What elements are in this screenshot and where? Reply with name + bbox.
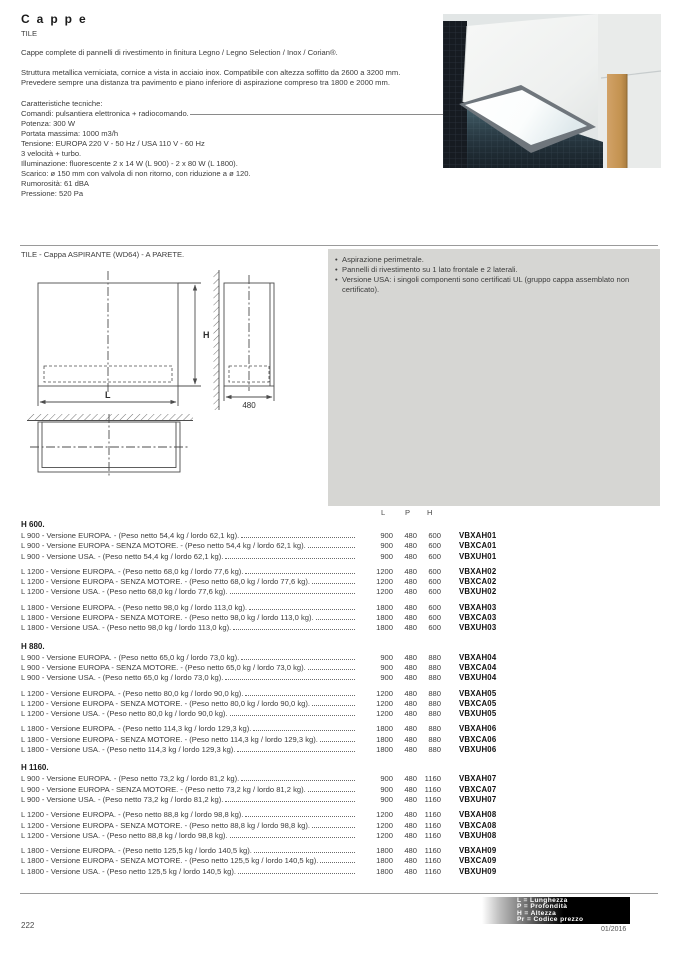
- dimension-drawing: [20, 265, 310, 495]
- row-height: 880: [428, 688, 441, 698]
- table-group-title: H 880.: [21, 641, 45, 651]
- row-depth: 480: [404, 587, 417, 597]
- table-groups: [21, 520, 541, 877]
- dotted-leader: [308, 669, 355, 670]
- row-code: VBXUH09: [459, 866, 497, 876]
- table-row: [21, 663, 541, 673]
- dotted-leader: [238, 873, 355, 874]
- row-length: 1200: [376, 709, 393, 719]
- row-description: L 900 - Versione EUROPA - SENZA MOTORE. - (Peso netto 65,0 kg / lordo 73,0 kg).: [21, 662, 306, 672]
- table-block: [21, 724, 541, 755]
- row-description: L 1200 - Versione EUROPA. - (Peso netto 80,0 kg / lordo 90,0 kg).: [21, 688, 244, 698]
- row-height: 1160: [424, 810, 441, 820]
- row-height: 1160: [424, 820, 441, 830]
- dotted-leader: [312, 705, 355, 706]
- info-note: [335, 275, 652, 295]
- row-height: 1160: [424, 846, 441, 856]
- row-height: 1160: [424, 784, 441, 794]
- row-height: 880: [428, 673, 441, 683]
- row-depth: 480: [404, 709, 417, 719]
- row-length: 1800: [376, 856, 393, 866]
- dotted-leader: [316, 619, 355, 620]
- table-block: [21, 774, 541, 805]
- row-code: VBXCA06: [459, 734, 497, 744]
- row-length: 1800: [376, 866, 393, 876]
- row-depth: 480: [404, 623, 417, 633]
- row-height: 600: [428, 577, 441, 587]
- row-code: VBXCA05: [459, 698, 497, 708]
- info-note: [335, 265, 652, 275]
- tech-item: [21, 139, 443, 149]
- row-code: VBXAH01: [459, 531, 497, 540]
- table-row: [21, 867, 541, 877]
- table-group-title: H 1160.: [21, 763, 49, 773]
- table-row: [21, 653, 541, 663]
- row-height: 600: [428, 531, 441, 540]
- dotted-leader: [225, 558, 355, 559]
- row-code: VBXUH01: [459, 551, 497, 561]
- tech-item: [21, 129, 443, 139]
- row-description: L 1200 - Versione EUROPA - SENZA MOTORE. - (Peso netto 68,0 kg / lordo 77,6 kg).: [21, 577, 310, 587]
- table-block: [21, 603, 541, 634]
- bullet-icon: •: [335, 255, 338, 264]
- table-group: [21, 763, 541, 877]
- technical-drawing: [20, 265, 310, 500]
- row-height: 600: [428, 587, 441, 597]
- row-length: 1800: [376, 613, 393, 623]
- row-length: 1200: [376, 698, 393, 708]
- tech-item: [21, 179, 443, 189]
- row-description: L 900 - Versione EUROPA. - (Peso netto 65,0 kg / lordo 73,0 kg).: [21, 652, 240, 662]
- table-block: [21, 810, 541, 841]
- row-code: VBXAH09: [459, 846, 497, 856]
- row-description: L 900 - Versione USA. - (Peso netto 73,2 kg / lordo 81,2 kg).: [21, 794, 224, 804]
- footer-divider: [20, 893, 658, 894]
- page-title: Cappe: [21, 12, 93, 26]
- row-code: VBXCA07: [459, 784, 497, 794]
- dotted-leader: [249, 609, 355, 610]
- dotted-leader: [230, 715, 355, 716]
- row-depth: 480: [404, 734, 417, 744]
- table-row: [21, 856, 541, 866]
- tech-item: [21, 109, 443, 119]
- dotted-leader: [308, 547, 355, 548]
- row-description: L 1200 - Versione USA. - (Peso netto 68,0 kg / lordo 77,6 kg).: [21, 587, 228, 597]
- description-line: Struttura metallica verniciata, cornice a vista in acciaio inox. Compatibile con altezza soffitto da 2600 a 3200 mm.: [21, 68, 401, 77]
- row-code: VBXAH05: [459, 688, 497, 698]
- legend-line: H = Altezza: [517, 909, 557, 917]
- row-depth: 480: [404, 724, 417, 734]
- tech-item-text: Scarico: ø 150 mm con valvola di non ritorno, con riduzione a ø 120.: [21, 169, 251, 178]
- row-length: 900: [380, 794, 393, 804]
- header-block: [21, 12, 443, 199]
- row-description: L 1800 - Versione EUROPA. - (Peso netto 98,0 kg / lordo 113,0 kg).: [21, 602, 248, 612]
- row-height: 600: [428, 541, 441, 551]
- edition-date: 01/2016: [601, 926, 627, 933]
- row-description: L 1200 - Versione EUROPA - SENZA MOTORE. - (Peso netto 88,8 kg / lordo 98,8 kg).: [21, 820, 310, 830]
- tech-item-text: 3 velocità + turbo.: [21, 149, 82, 158]
- dotted-leader: [233, 629, 355, 630]
- row-code: VBXCA01: [459, 541, 497, 551]
- row-code: VBXCA04: [459, 662, 497, 672]
- tech-item: [21, 159, 443, 169]
- row-code: VBXCA09: [459, 856, 497, 866]
- row-height: 600: [428, 623, 441, 633]
- row-depth: 480: [404, 566, 417, 576]
- row-length: 1800: [376, 602, 393, 612]
- row-height: 1160: [424, 866, 441, 876]
- row-height: 1160: [424, 794, 441, 804]
- row-height: 880: [428, 734, 441, 744]
- row-height: 1160: [424, 856, 441, 866]
- dotted-leader: [241, 659, 355, 660]
- legend-line: P = Profondità: [517, 903, 568, 911]
- dotted-leader: [320, 741, 355, 742]
- table-row: [21, 567, 541, 577]
- row-description: L 900 - Versione EUROPA. - (Peso netto 73,2 kg / lordo 81,2 kg).: [21, 774, 240, 784]
- row-code: VBXUH05: [459, 709, 497, 719]
- table-row: [21, 745, 541, 755]
- table-row: [21, 673, 541, 683]
- table-row: [21, 689, 541, 699]
- dotted-leader: [312, 583, 355, 584]
- dotted-leader: [225, 679, 355, 680]
- description-text: [21, 68, 443, 88]
- row-length: 900: [380, 662, 393, 672]
- row-code: VBXAH04: [459, 652, 497, 662]
- row-code: VBXAH08: [459, 810, 497, 820]
- row-description: L 900 - Versione USA. - (Peso netto 54,4 kg / lordo 62,1 kg).: [21, 551, 224, 561]
- row-description: L 900 - Versione USA. - (Peso netto 65,0 kg / lordo 73,0 kg).: [21, 673, 224, 683]
- page-number: 222: [21, 921, 35, 930]
- legend-line: L = Lunghezza: [517, 897, 568, 904]
- row-code: VBXUH04: [459, 673, 497, 683]
- table-row: [21, 810, 541, 820]
- row-code: VBXAH02: [459, 566, 497, 576]
- section-title: TILE - Cappa ASPIRANTE (WD64) - A PARETE.: [21, 250, 185, 259]
- hood-photo-illustration: [443, 14, 661, 168]
- row-depth: 480: [404, 577, 417, 587]
- row-depth: 480: [404, 856, 417, 866]
- row-description: L 900 - Versione EUROPA - SENZA MOTORE. - (Peso netto 54,4 kg / lordo 62,1 kg).: [21, 541, 306, 551]
- info-note-text: Pannelli di rivestimento su 1 lato frontale e 2 laterali.: [342, 265, 518, 274]
- row-length: 1800: [376, 846, 393, 856]
- row-depth: 480: [404, 846, 417, 856]
- row-height: 880: [428, 662, 441, 672]
- tech-item-text: Illuminazione: fluorescente 2 x 14 W (L 900) - 2 x 80 W (L 1800).: [21, 159, 238, 168]
- table-row: [21, 774, 541, 784]
- row-height: 880: [428, 709, 441, 719]
- row-depth: 480: [404, 774, 417, 784]
- tech-item: [21, 149, 443, 159]
- row-height: 600: [428, 551, 441, 561]
- row-length: 1800: [376, 724, 393, 734]
- row-length: 900: [380, 541, 393, 551]
- dotted-leader: [230, 593, 355, 594]
- bullet-icon: •: [335, 275, 338, 284]
- row-code: VBXCA02: [459, 577, 497, 587]
- row-code: VBXAH06: [459, 724, 497, 734]
- description-line: Prevedere sempre una distanza tra pavimento e piano inferiore di aspirazione compreso tra 1800 e 2000 mm.: [21, 78, 390, 87]
- row-code: VBXUH08: [459, 830, 497, 840]
- row-code: VBXUH06: [459, 745, 497, 755]
- dotted-leader: [320, 862, 355, 863]
- row-description: L 1200 - Versione USA. - (Peso netto 80,0 kg / lordo 90,0 kg).: [21, 709, 228, 719]
- row-depth: 480: [404, 613, 417, 623]
- row-depth: 480: [404, 531, 417, 540]
- row-code: VBXUH07: [459, 794, 497, 804]
- legend-box: [482, 897, 630, 924]
- table-row: [21, 735, 541, 745]
- row-length: 1200: [376, 820, 393, 830]
- tech-list: [21, 109, 443, 199]
- row-code: VBXCA03: [459, 613, 497, 623]
- table-block: [21, 846, 541, 877]
- row-depth: 480: [404, 662, 417, 672]
- tech-item: [21, 119, 443, 129]
- row-length: 900: [380, 784, 393, 794]
- dotted-leader: [254, 852, 355, 853]
- row-description: L 1200 - Versione USA. - (Peso netto 88,8 kg / lordo 98,8 kg).: [21, 830, 228, 840]
- row-depth: 480: [404, 830, 417, 840]
- col-header-h: H: [427, 508, 433, 517]
- tech-item-text: Portata massima: 1000 m3/h: [21, 129, 119, 138]
- row-depth: 480: [404, 784, 417, 794]
- row-depth: 480: [404, 745, 417, 755]
- row-length: 1200: [376, 566, 393, 576]
- table-row: [21, 552, 541, 562]
- dotted-leader: [308, 791, 355, 792]
- table-row: [21, 724, 541, 734]
- tech-item-text: Tensione: EUROPA 220 V - 50 Hz / USA 110 V - 60 Hz: [21, 139, 205, 148]
- table-row: [21, 795, 541, 805]
- row-description: L 1200 - Versione EUROPA - SENZA MOTORE. - (Peso netto 80,0 kg / lordo 90,0 kg).: [21, 698, 310, 708]
- table-group: [21, 642, 541, 756]
- row-description: L 1800 - Versione EUROPA - SENZA MOTORE. - (Peso netto 114,3 kg / lordo 129,3 kg).: [21, 734, 318, 744]
- row-height: 1160: [424, 774, 441, 784]
- row-length: 1200: [376, 577, 393, 587]
- table-row: [21, 531, 541, 541]
- tech-item: [21, 169, 443, 179]
- row-length: 900: [380, 673, 393, 683]
- row-length: 900: [380, 551, 393, 561]
- row-depth: 480: [404, 688, 417, 698]
- table-row: [21, 821, 541, 831]
- table-block: [21, 531, 541, 562]
- dotted-leader: [241, 537, 355, 538]
- info-note: [335, 255, 652, 265]
- product-table: [21, 506, 541, 885]
- tech-item-text: Comandi: pulsantiera elettronica + radiocomando.: [21, 109, 189, 118]
- row-description: L 900 - Versione EUROPA. - (Peso netto 54,4 kg / lordo 62,1 kg).: [21, 531, 240, 540]
- row-depth: 480: [404, 866, 417, 876]
- section-divider: [20, 245, 658, 246]
- row-height: 600: [428, 566, 441, 576]
- row-depth: 480: [404, 673, 417, 683]
- row-depth: 480: [404, 810, 417, 820]
- model-name: TILE: [21, 29, 38, 38]
- table-row: [21, 587, 541, 597]
- table-column-headers: [21, 506, 541, 520]
- row-description: L 1800 - Versione USA. - (Peso netto 114,3 kg / lordo 129,3 kg).: [21, 745, 236, 755]
- table-row: [21, 603, 541, 613]
- row-description: L 1800 - Versione USA. - (Peso netto 98,0 kg / lordo 113,0 kg).: [21, 623, 232, 633]
- row-description: L 1800 - Versione EUROPA - SENZA MOTORE. - (Peso netto 98,0 kg / lordo 113,0 kg).: [21, 613, 314, 623]
- row-length: 900: [380, 652, 393, 662]
- dim-label-l: L: [105, 390, 111, 400]
- row-code: VBXUH03: [459, 623, 497, 633]
- intro-text: Cappe complete di pannelli di rivestimento in finitura Legno / Legno Selection / Inox / Corian®.: [21, 48, 338, 57]
- dotted-leader: [225, 801, 355, 802]
- dotted-leader: [245, 573, 355, 574]
- row-length: 1200: [376, 830, 393, 840]
- row-length: 900: [380, 531, 393, 540]
- row-height: 600: [428, 613, 441, 623]
- table-block: [21, 653, 541, 684]
- table-group-title: H 600.: [21, 520, 45, 529]
- bullet-icon: •: [335, 265, 338, 274]
- dotted-leader: [245, 695, 355, 696]
- table-row: [21, 709, 541, 719]
- row-description: L 1200 - Versione EUROPA. - (Peso netto 68,0 kg / lordo 77,6 kg).: [21, 566, 244, 576]
- row-code: VBXCA08: [459, 820, 497, 830]
- dotted-leader: [230, 837, 355, 838]
- table-row: [21, 577, 541, 587]
- row-depth: 480: [404, 602, 417, 612]
- tech-item-text: Pressione: 520 Pa: [21, 189, 84, 198]
- table-group: [21, 520, 541, 634]
- row-code: VBXAH03: [459, 602, 497, 612]
- row-length: 1200: [376, 810, 393, 820]
- row-description: L 1800 - Versione USA. - (Peso netto 125,5 kg / lordo 140,5 kg).: [21, 866, 237, 876]
- dotted-leader: [241, 780, 355, 781]
- row-height: 880: [428, 745, 441, 755]
- tech-item-text: Potenza: 300 W: [21, 119, 76, 128]
- tech-item: [21, 189, 443, 199]
- info-box: [328, 249, 660, 506]
- row-depth: 480: [404, 541, 417, 551]
- info-note-text: Aspirazione perimetrale.: [342, 255, 424, 264]
- col-header-p: P: [405, 508, 411, 517]
- table-row: [21, 623, 541, 633]
- row-height: 600: [428, 602, 441, 612]
- row-height: 880: [428, 652, 441, 662]
- table-row: [21, 831, 541, 841]
- table-block: [21, 567, 541, 598]
- tech-item-text: Rumorosità: 61 dBA: [21, 179, 89, 188]
- col-header-l: L: [381, 508, 386, 517]
- row-code: VBXAH07: [459, 774, 497, 784]
- dim-label-480: 480: [242, 401, 256, 410]
- row-description: L 1800 - Versione EUROPA. - (Peso netto 125,5 kg / lordo 140,5 kg).: [21, 846, 252, 856]
- row-height: 1160: [424, 830, 441, 840]
- row-length: 1800: [376, 623, 393, 633]
- row-depth: 480: [404, 551, 417, 561]
- table-row: [21, 613, 541, 623]
- row-depth: 480: [404, 698, 417, 708]
- table-row: [21, 846, 541, 856]
- row-description: L 1800 - Versione EUROPA. - (Peso netto 114,3 kg / lordo 129,3 kg).: [21, 724, 252, 734]
- row-depth: 480: [404, 794, 417, 804]
- row-length: 1200: [376, 688, 393, 698]
- table-block: [21, 689, 541, 720]
- row-code: VBXUH02: [459, 587, 497, 597]
- dim-label-h: H: [203, 330, 210, 340]
- row-length: 900: [380, 774, 393, 784]
- product-photo: [443, 14, 661, 168]
- dotted-leader: [312, 827, 355, 828]
- row-description: L 1800 - Versione EUROPA - SENZA MOTORE. - (Peso netto 125,5 kg / lordo 140,5 kg).: [21, 856, 319, 866]
- tech-title: Caratteristiche tecniche:: [21, 99, 103, 108]
- table-row: [21, 699, 541, 709]
- row-length: 1800: [376, 734, 393, 744]
- info-note-text: Versione USA: i singoli componenti sono certificati UL (gruppo cappa assemblato non certificato).: [342, 275, 630, 294]
- row-length: 1200: [376, 587, 393, 597]
- row-depth: 480: [404, 652, 417, 662]
- row-depth: 480: [404, 820, 417, 830]
- row-height: 880: [428, 724, 441, 734]
- dotted-leader: [245, 816, 355, 817]
- row-description: L 900 - Versione EUROPA - SENZA MOTORE. - (Peso netto 73,2 kg / lordo 81,2 kg).: [21, 784, 306, 794]
- row-length: 1800: [376, 745, 393, 755]
- dotted-leader: [253, 730, 355, 731]
- row-height: 880: [428, 698, 441, 708]
- dotted-leader: [237, 751, 355, 752]
- table-row: [21, 785, 541, 795]
- table-row: [21, 541, 541, 551]
- row-description: L 1200 - Versione EUROPA. - (Peso netto 88,8 kg / lordo 98,8 kg).: [21, 810, 244, 820]
- legend-line: Pr = Codice prezzo: [517, 916, 584, 924]
